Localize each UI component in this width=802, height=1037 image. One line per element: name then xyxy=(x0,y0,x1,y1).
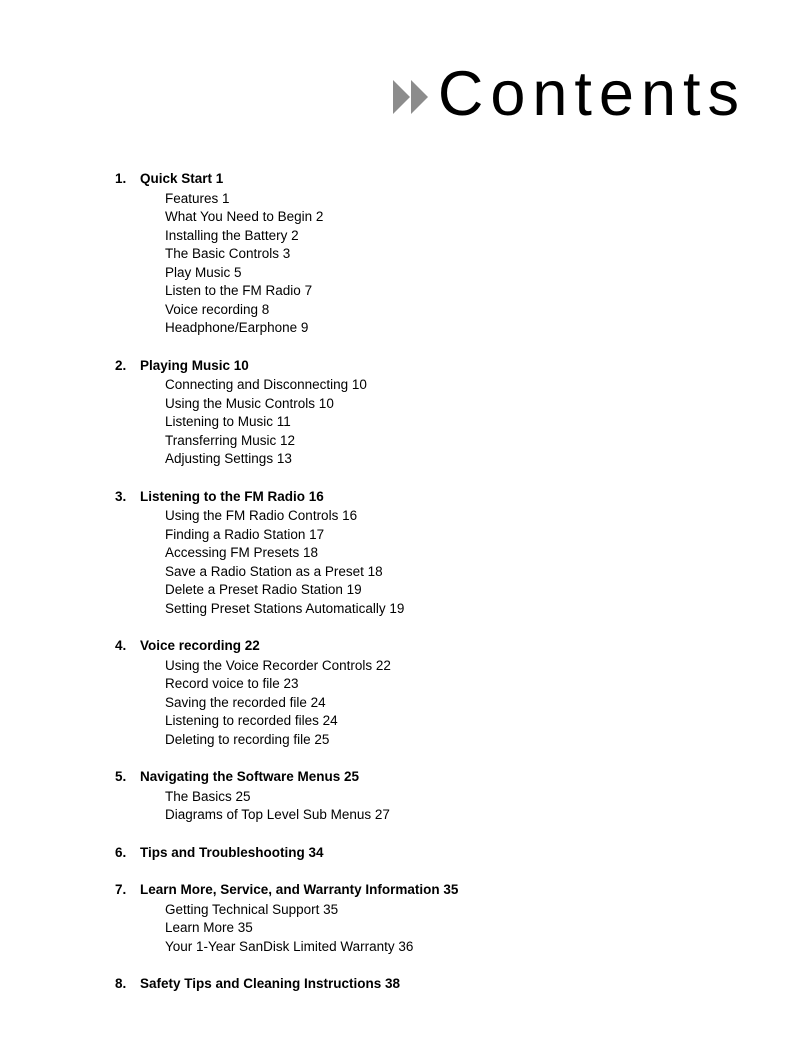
toc-section-heading[interactable] xyxy=(115,768,735,787)
toc-section-heading[interactable] xyxy=(115,975,735,994)
toc-section xyxy=(115,768,735,825)
page-title-block xyxy=(393,54,746,134)
toc-section-number: 5. xyxy=(115,769,127,784)
toc-subitem[interactable]: Voice recording 8 xyxy=(165,301,270,317)
toc-subitem[interactable]: Saving the recorded file 24 xyxy=(165,694,326,710)
toc-subitem[interactable]: Using the FM Radio Controls 16 xyxy=(165,508,358,523)
toc-section-title: Navigating the Software Menus 25 xyxy=(140,769,360,784)
page-title: Contents xyxy=(437,58,746,129)
toc-subitem[interactable]: Transferring Music 12 xyxy=(165,432,296,448)
toc-subitem[interactable]: Record voice to file 23 xyxy=(165,676,299,691)
toc-subitem[interactable]: Features 1 xyxy=(165,190,230,206)
toc-section xyxy=(115,170,735,338)
toc-section xyxy=(115,637,735,749)
toc-section xyxy=(115,881,735,956)
table-of-contents xyxy=(115,170,735,1013)
toc-subitem[interactable]: Diagrams of Top Level Sub Menus 27 xyxy=(165,807,390,822)
toc-section-number: 4. xyxy=(115,638,127,653)
toc-section-title: Learn More, Service, and Warranty Information 35 xyxy=(140,882,459,897)
toc-section-number: 2. xyxy=(115,357,127,373)
toc-subitem[interactable]: Setting Preset Stations Automatically 19 xyxy=(165,600,405,616)
toc-subitem-list xyxy=(165,376,735,469)
toc-section-number: 6. xyxy=(115,844,127,860)
toc-section-number: 1. xyxy=(115,171,127,186)
toc-section-heading[interactable] xyxy=(115,637,735,656)
double-triangle-icon xyxy=(393,80,428,114)
toc-subitem-list xyxy=(165,507,735,618)
toc-subitem-list xyxy=(165,901,735,957)
toc-subitem[interactable]: Accessing FM Presets 18 xyxy=(165,545,319,560)
toc-section xyxy=(115,357,735,469)
toc-subitem[interactable]: Using the Music Controls 10 xyxy=(165,395,334,411)
toc-subitem[interactable]: Headphone/Earphone 9 xyxy=(165,320,309,335)
toc-section-number: 8. xyxy=(115,976,127,991)
toc-subitem[interactable]: Getting Technical Support 35 xyxy=(165,901,339,917)
toc-section-heading[interactable] xyxy=(115,844,735,863)
toc-subitem[interactable]: Play Music 5 xyxy=(165,264,242,280)
toc-section xyxy=(115,488,735,619)
toc-subitem[interactable]: Save a Radio Station as a Preset 18 xyxy=(165,563,383,579)
toc-section xyxy=(115,844,735,863)
toc-section-title: Playing Music 10 xyxy=(140,357,249,373)
toc-subitem[interactable]: Learn More 35 xyxy=(165,920,253,935)
toc-subitem[interactable]: Deleting to recording file 25 xyxy=(165,731,330,747)
toc-section-title: Listening to the FM Radio 16 xyxy=(140,488,324,504)
toc-subitem[interactable]: Finding a Radio Station 17 xyxy=(165,526,325,542)
toc-section-heading[interactable] xyxy=(115,881,735,900)
toc-section-title: Voice recording 22 xyxy=(140,638,260,653)
toc-subitem[interactable]: What You Need to Begin 2 xyxy=(165,209,324,224)
toc-subitem[interactable]: The Basics 25 xyxy=(165,788,251,804)
toc-subitem-list xyxy=(165,190,735,338)
toc-subitem[interactable]: Listening to recorded files 24 xyxy=(165,713,338,728)
toc-section-title: Quick Start 1 xyxy=(140,171,224,186)
toc-subitem[interactable]: Installing the Battery 2 xyxy=(165,227,299,243)
toc-subitem[interactable]: Your 1-Year SanDisk Limited Warranty 36 xyxy=(165,938,414,954)
toc-subitem[interactable]: The Basic Controls 3 xyxy=(165,246,291,261)
toc-section-title: Tips and Troubleshooting 34 xyxy=(140,844,324,860)
toc-subitem[interactable]: Using the Voice Recorder Controls 22 xyxy=(165,657,391,673)
toc-section xyxy=(115,975,735,994)
toc-section-title: Safety Tips and Cleaning Instructions 38 xyxy=(140,976,401,991)
toc-section-heading[interactable] xyxy=(115,170,735,189)
toc-section-heading[interactable] xyxy=(115,488,735,507)
toc-section-number: 3. xyxy=(115,488,127,504)
toc-subitem[interactable]: Listening to Music 11 xyxy=(165,414,291,429)
toc-subitem[interactable]: Delete a Preset Radio Station 19 xyxy=(165,582,362,597)
toc-subitem[interactable]: Connecting and Disconnecting 10 xyxy=(165,377,367,392)
toc-section-heading[interactable] xyxy=(115,357,735,376)
toc-subitem[interactable]: Adjusting Settings 13 xyxy=(165,451,292,466)
toc-subitem-list xyxy=(165,657,735,750)
toc-subitem[interactable]: Listen to the FM Radio 7 xyxy=(165,283,313,298)
toc-section-number: 7. xyxy=(115,882,127,897)
toc-subitem-list xyxy=(165,788,735,825)
